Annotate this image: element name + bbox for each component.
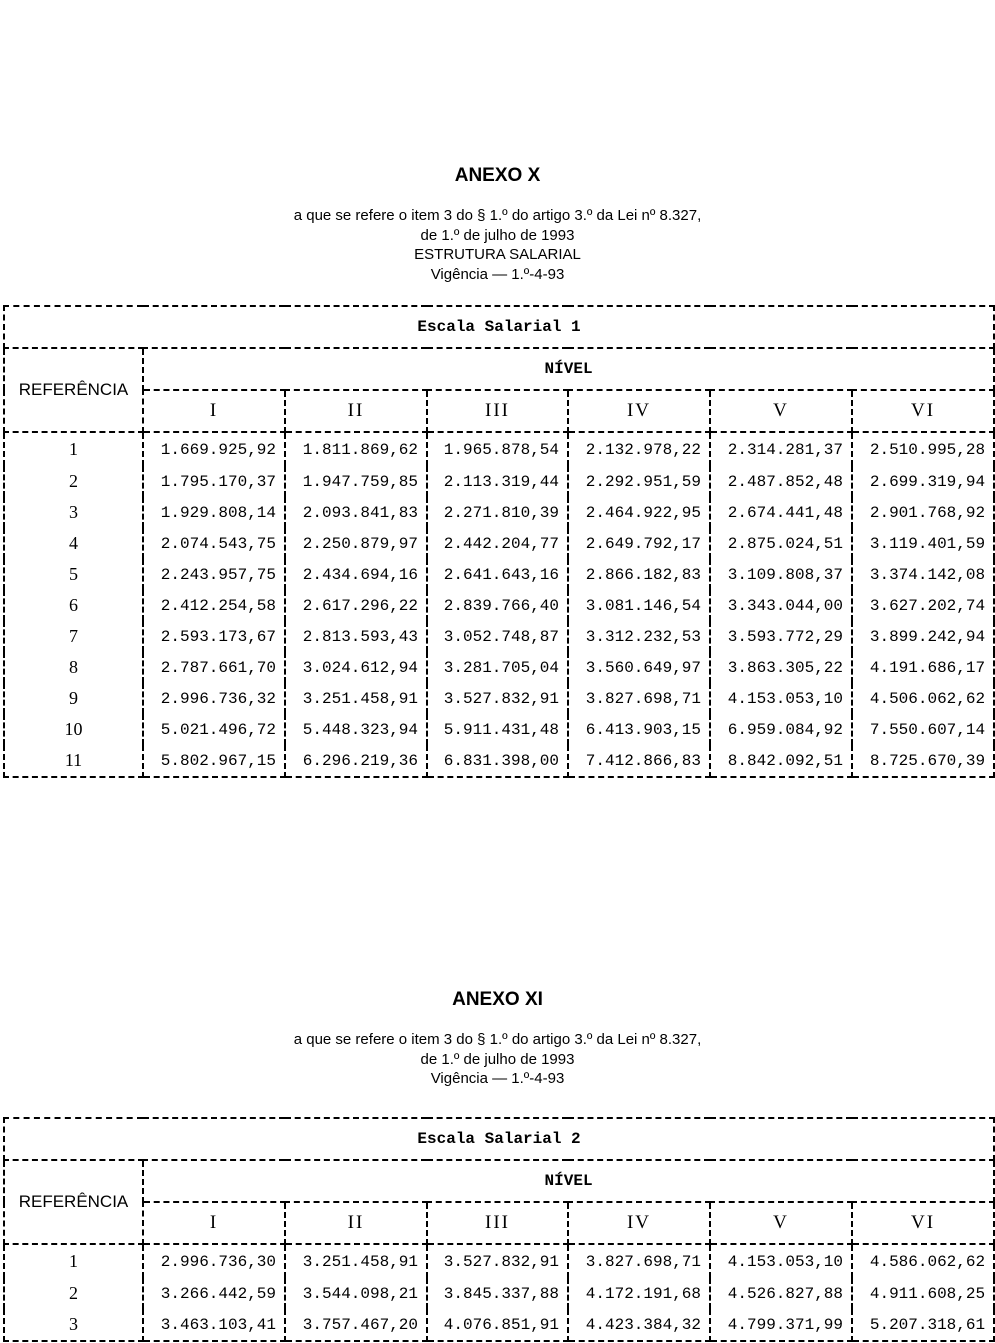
- salary-value-cell: 4.076.851,91: [427, 1309, 568, 1341]
- salary-value-cell: 1.795.170,37: [143, 466, 285, 497]
- level-column-header: V: [710, 390, 852, 432]
- salary-value-cell: 2.674.441,48: [710, 497, 852, 528]
- salary-value-cell: 1.669.925,92: [143, 432, 285, 466]
- level-column-header: V: [710, 1202, 852, 1244]
- table-row: [4, 1309, 994, 1341]
- table-row: [4, 683, 994, 714]
- salary-value-cell: 2.787.661,70: [143, 652, 285, 683]
- annex-x-subtitle-line: a que se refere o item 3 do § 1.º do artigo 3.º da Lei nº 8.327,: [293, 207, 702, 224]
- salary-value-cell: 3.024.612,94: [285, 652, 427, 683]
- table-row: [4, 1278, 994, 1309]
- salary-value-cell: 4.506.062,62: [852, 683, 994, 714]
- salary-value-cell: 3.266.442,59: [143, 1278, 285, 1309]
- salary-value-cell: 4.526.827,88: [710, 1278, 852, 1309]
- reference-cell: 1: [4, 432, 143, 466]
- reference-cell: 4: [4, 528, 143, 559]
- salary-value-cell: 2.314.281,37: [710, 432, 852, 466]
- level-column-header: III: [427, 390, 568, 432]
- annex-x-title: ANEXO X: [454, 165, 541, 186]
- salary-value-cell: 3.899.242,94: [852, 621, 994, 652]
- salary-value-cell: 3.052.748,87: [427, 621, 568, 652]
- salary-value-cell: 3.374.142,08: [852, 559, 994, 590]
- salary-value-cell: 3.081.146,54: [568, 590, 710, 621]
- salary-value-cell: 2.617.296,22: [285, 590, 427, 621]
- table-row: [4, 1244, 994, 1278]
- reference-cell: 11: [4, 745, 143, 777]
- salary-value-cell: 2.442.204,77: [427, 528, 568, 559]
- annex-xi-subtitle-line: de 1.º de julho de 1993: [420, 1050, 575, 1068]
- level-column-header: III: [427, 1202, 568, 1244]
- level-column-header: I: [143, 1202, 285, 1244]
- reference-cell: 5: [4, 559, 143, 590]
- salary-value-cell: 3.863.305,22: [710, 652, 852, 683]
- table-row: [4, 466, 994, 497]
- salary-value-cell: 3.109.808,37: [710, 559, 852, 590]
- salary-value-cell: 1.965.878,54: [427, 432, 568, 466]
- salary-value-cell: 1.811.869,62: [285, 432, 427, 466]
- salary-value-cell: 4.911.608,25: [852, 1278, 994, 1309]
- level-column-header: VI: [852, 390, 994, 432]
- salary-value-cell: 2.813.593,43: [285, 621, 427, 652]
- salary-value-cell: 2.113.319,44: [427, 466, 568, 497]
- level-column-header: I: [143, 390, 285, 432]
- salary-value-cell: 3.827.698,71: [568, 1244, 710, 1278]
- reference-cell: 8: [4, 652, 143, 683]
- annex-x-subtitle-line: Vigência — 1.º-4-93: [430, 265, 565, 283]
- annex-xi-subtitle: [0, 1030, 995, 1089]
- salary-value-cell: 3.560.649,97: [568, 652, 710, 683]
- reference-cell: 2: [4, 1278, 143, 1309]
- reference-cell: 3: [4, 1309, 143, 1341]
- level-header: NÍVEL: [143, 1160, 994, 1202]
- scale-title: Escala Salarial 1: [4, 306, 994, 348]
- annex-xi-title: ANEXO XI: [452, 989, 543, 1010]
- salary-value-cell: 6.831.398,00: [427, 745, 568, 777]
- annex-x-subtitle-line: de 1.º de julho de 1993: [420, 226, 575, 244]
- salary-value-cell: 6.959.084,92: [710, 714, 852, 745]
- salary-value-cell: 2.875.024,51: [710, 528, 852, 559]
- table-row: [4, 497, 994, 528]
- level-column-header: VI: [852, 1202, 994, 1244]
- salary-value-cell: 2.434.694,16: [285, 559, 427, 590]
- salary-value-cell: 2.292.951,59: [568, 466, 710, 497]
- salary-value-cell: 2.271.810,39: [427, 497, 568, 528]
- salary-value-cell: 3.281.705,04: [427, 652, 568, 683]
- salary-value-cell: 2.649.792,17: [568, 528, 710, 559]
- reference-cell: 7: [4, 621, 143, 652]
- salary-value-cell: 4.191.686,17: [852, 652, 994, 683]
- salary-value-cell: 3.343.044,00: [710, 590, 852, 621]
- reference-cell: 6: [4, 590, 143, 621]
- salary-value-cell: 4.153.053,10: [710, 683, 852, 714]
- annex-x-subtitle: [0, 206, 995, 284]
- salary-value-cell: 2.641.643,16: [427, 559, 568, 590]
- table-row: [4, 745, 994, 777]
- salary-value-cell: 2.250.879,97: [285, 528, 427, 559]
- salary-value-cell: 4.172.191,68: [568, 1278, 710, 1309]
- salary-value-cell: 5.021.496,72: [143, 714, 285, 745]
- salary-value-cell: 1.929.808,14: [143, 497, 285, 528]
- reference-cell: 1: [4, 1244, 143, 1278]
- table-row: [4, 621, 994, 652]
- salary-value-cell: 2.464.922,95: [568, 497, 710, 528]
- salary-value-cell: 8.842.092,51: [710, 745, 852, 777]
- salary-value-cell: 3.627.202,74: [852, 590, 994, 621]
- reference-cell: 9: [4, 683, 143, 714]
- table-row: [4, 528, 994, 559]
- salary-value-cell: 3.312.232,53: [568, 621, 710, 652]
- salary-value-cell: 8.725.670,39: [852, 745, 994, 777]
- reference-cell: 10: [4, 714, 143, 745]
- salary-value-cell: 5.911.431,48: [427, 714, 568, 745]
- salary-value-cell: 4.799.371,99: [710, 1309, 852, 1341]
- table-row: [4, 590, 994, 621]
- table-row: [4, 559, 994, 590]
- salary-value-cell: 2.412.254,58: [143, 590, 285, 621]
- salary-value-cell: 5.448.323,94: [285, 714, 427, 745]
- reference-header: REFERÊNCIA: [4, 1160, 143, 1244]
- table-row: [4, 432, 994, 466]
- reference-cell: 2: [4, 466, 143, 497]
- salary-value-cell: 2.866.182,83: [568, 559, 710, 590]
- annex-xi-subtitle-line: Vigência — 1.º-4-93: [430, 1070, 565, 1087]
- salary-value-cell: 6.413.903,15: [568, 714, 710, 745]
- salary-value-cell: 2.510.995,28: [852, 432, 994, 466]
- salary-value-cell: 3.757.467,20: [285, 1309, 427, 1341]
- salary-value-cell: 2.996.736,32: [143, 683, 285, 714]
- salary-value-cell: 3.251.458,91: [285, 1244, 427, 1278]
- salary-value-cell: 4.153.053,10: [710, 1244, 852, 1278]
- salary-value-cell: 3.463.103,41: [143, 1309, 285, 1341]
- annex-xi-subtitle-line: a que se refere o item 3 do § 1.º do artigo 3.º da Lei nº 8.327,: [293, 1031, 702, 1048]
- level-column-header: IV: [568, 390, 710, 432]
- level-column-header: IV: [568, 1202, 710, 1244]
- salary-value-cell: 3.827.698,71: [568, 683, 710, 714]
- salary-value-cell: 5.802.967,15: [143, 745, 285, 777]
- salary-value-cell: 3.251.458,91: [285, 683, 427, 714]
- salary-value-cell: 2.132.978,22: [568, 432, 710, 466]
- reference-cell: 3: [4, 497, 143, 528]
- table-row: [4, 714, 994, 745]
- salary-value-cell: 3.544.098,21: [285, 1278, 427, 1309]
- salary-value-cell: 5.207.318,61: [852, 1309, 994, 1341]
- salary-value-cell: 6.296.219,36: [285, 745, 427, 777]
- annex-x-subtitle-line: ESTRUTURA SALARIAL: [414, 246, 581, 263]
- salary-value-cell: 2.699.319,94: [852, 466, 994, 497]
- salary-table-1: [3, 305, 995, 778]
- salary-value-cell: 3.527.832,91: [427, 683, 568, 714]
- table-row: [4, 652, 994, 683]
- salary-value-cell: 2.093.841,83: [285, 497, 427, 528]
- salary-value-cell: 2.487.852,48: [710, 466, 852, 497]
- salary-value-cell: 1.947.759,85: [285, 466, 427, 497]
- reference-header: REFERÊNCIA: [4, 348, 143, 432]
- salary-value-cell: 3.593.772,29: [710, 621, 852, 652]
- salary-value-cell: 2.901.768,92: [852, 497, 994, 528]
- salary-value-cell: 4.586.062,62: [852, 1244, 994, 1278]
- salary-value-cell: 7.550.607,14: [852, 714, 994, 745]
- salary-value-cell: 3.119.401,59: [852, 528, 994, 559]
- level-header: NÍVEL: [143, 348, 994, 390]
- salary-value-cell: 3.527.832,91: [427, 1244, 568, 1278]
- salary-value-cell: 3.845.337,88: [427, 1278, 568, 1309]
- salary-value-cell: 2.074.543,75: [143, 528, 285, 559]
- salary-value-cell: 4.423.384,32: [568, 1309, 710, 1341]
- salary-value-cell: 2.243.957,75: [143, 559, 285, 590]
- salary-table-2: [3, 1117, 995, 1342]
- level-column-header: II: [285, 390, 427, 432]
- level-column-header: II: [285, 1202, 427, 1244]
- scale-title: Escala Salarial 2: [4, 1118, 994, 1160]
- salary-value-cell: 2.839.766,40: [427, 590, 568, 621]
- salary-value-cell: 2.593.173,67: [143, 621, 285, 652]
- salary-value-cell: 7.412.866,83: [568, 745, 710, 777]
- salary-value-cell: 2.996.736,30: [143, 1244, 285, 1278]
